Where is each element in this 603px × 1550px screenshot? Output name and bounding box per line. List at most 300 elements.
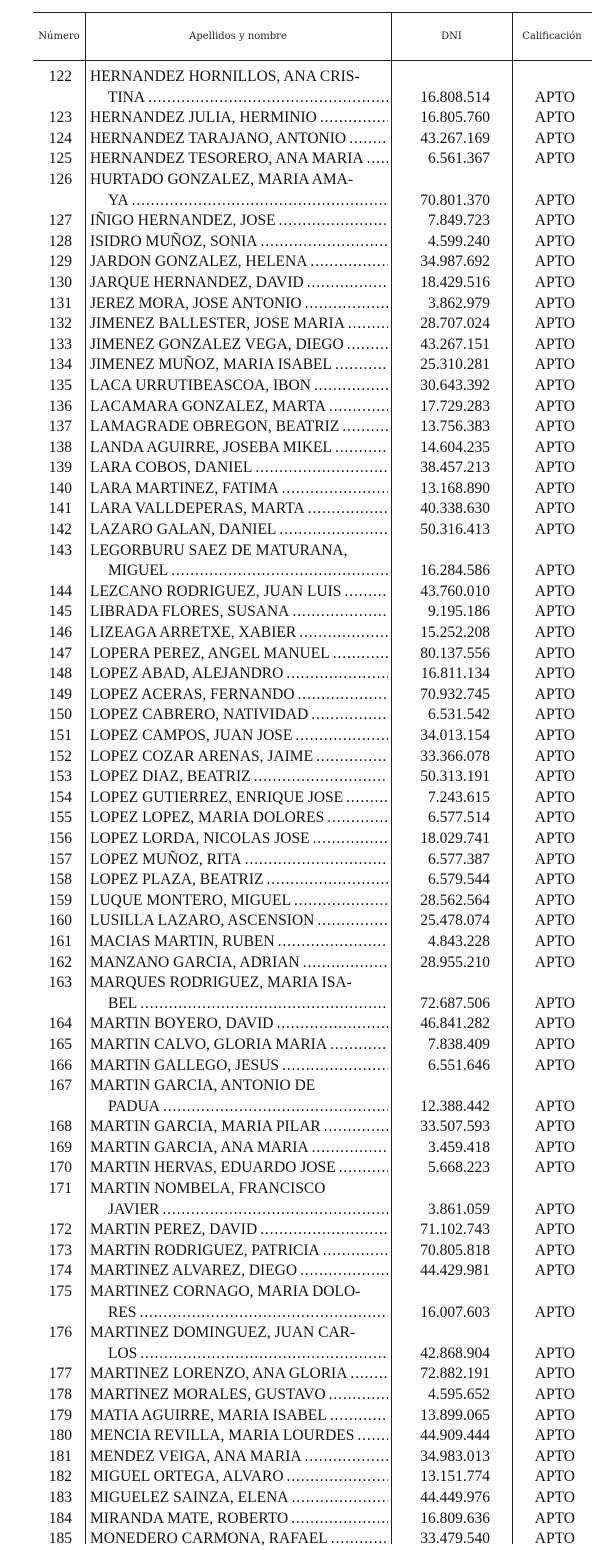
dot-leader <box>160 1097 388 1118</box>
table-row <box>33 520 592 541</box>
dot-leader <box>309 1138 388 1159</box>
row-calificacion: APTO <box>534 1488 575 1506</box>
header-calificacion: Calificación <box>522 30 582 42</box>
table-row <box>33 1323 592 1344</box>
row-name <box>85 1097 391 1118</box>
dot-leader <box>291 891 388 912</box>
row-name <box>85 932 391 953</box>
table-row <box>33 582 592 603</box>
table-row <box>33 376 592 397</box>
row-dni: 34.987.692 <box>420 253 490 271</box>
name-text: LIZEAGA ARRETXE, XABIER <box>90 624 297 642</box>
row-calificacion: APTO <box>534 150 575 168</box>
dot-leader <box>159 1200 388 1221</box>
row-number: 138 <box>48 438 72 456</box>
name-text: JIMENEZ GONZALEZ VEGA, DIEGO <box>90 335 344 353</box>
row-calificacion: APTO <box>534 747 575 765</box>
name-text: ISIDRO MUÑOZ, SONIA <box>90 232 258 250</box>
row-number: 152 <box>48 747 72 765</box>
row-calificacion: APTO <box>534 953 575 971</box>
name-text: MARTIN GARCIA, ANA MARIA <box>90 1138 309 1156</box>
row-number: 161 <box>48 932 72 950</box>
dot-leader <box>288 1509 388 1530</box>
dot-leader <box>305 499 388 520</box>
row-name <box>85 1406 391 1427</box>
dot-leader <box>314 911 388 932</box>
row-name <box>85 1509 391 1530</box>
row-number <box>33 191 85 212</box>
dot-leader <box>275 932 388 953</box>
row-number: 155 <box>48 809 72 827</box>
table-row <box>33 211 592 232</box>
row-dni <box>391 67 504 88</box>
row-number: 149 <box>48 685 72 703</box>
row-name <box>85 1447 391 1468</box>
row-number: 135 <box>48 376 72 394</box>
row-calificacion: APTO <box>534 1468 575 1486</box>
row-dni: 43.267.151 <box>420 335 490 353</box>
row-name <box>85 891 391 912</box>
dot-leader <box>276 520 388 541</box>
row-calificacion: APTO <box>534 1427 575 1445</box>
name-text: JAVIER <box>108 1200 160 1218</box>
row-number <box>33 88 85 109</box>
name-text: MATIA AGUIRRE, MARIA ISABEL <box>90 1406 327 1424</box>
row-name <box>85 273 391 294</box>
row-name <box>85 788 391 809</box>
table-row <box>33 664 592 685</box>
row-calificacion: APTO <box>534 562 575 580</box>
row-name <box>85 1076 391 1097</box>
table-row <box>33 1220 592 1241</box>
row-number: 142 <box>48 521 72 539</box>
row-dni: 70.805.818 <box>420 1241 490 1259</box>
table-row <box>33 1467 592 1488</box>
row-dni <box>391 541 504 562</box>
header-nombre: Apellidos y nombre <box>189 30 287 42</box>
row-dni <box>391 1179 504 1200</box>
row-name <box>85 88 391 109</box>
row-dni: 17.729.283 <box>420 397 490 415</box>
row-name <box>85 1385 391 1406</box>
header-rule <box>33 60 592 61</box>
row-number: 177 <box>48 1365 72 1383</box>
row-calificacion: APTO <box>534 1138 575 1156</box>
row-dni <box>391 170 504 191</box>
table-row <box>33 973 592 994</box>
row-name <box>85 149 391 170</box>
row-number: 154 <box>48 788 72 806</box>
row-name <box>85 129 391 150</box>
name-text: LOPEZ ACERAS, FERNANDO <box>90 685 295 703</box>
row-dni: 50.316.413 <box>420 521 490 539</box>
row-calificacion: APTO <box>534 273 575 291</box>
name-text: LOPEZ MUÑOZ, RITA <box>90 850 242 868</box>
table-row <box>33 1529 592 1550</box>
row-calificacion: APTO <box>534 1015 575 1033</box>
row-calificacion: APTO <box>534 1303 575 1321</box>
row-dni: 3.861.059 <box>428 1200 490 1218</box>
row-calificacion: APTO <box>534 912 575 930</box>
row-calificacion: APTO <box>534 315 575 333</box>
row-name <box>85 623 391 644</box>
name-text: MANZANO GARCIA, ADRIAN <box>90 953 300 971</box>
table-row <box>33 1158 592 1179</box>
row-name <box>85 499 391 520</box>
row-calificacion: APTO <box>534 850 575 868</box>
row-number: 166 <box>48 1056 72 1074</box>
table-row <box>33 1241 592 1262</box>
row-number: 167 <box>48 1077 72 1095</box>
row-dni: 5.668.223 <box>428 1159 490 1177</box>
row-name <box>85 561 391 582</box>
row-dni: 33.479.540 <box>420 1530 490 1548</box>
row-name <box>85 1261 391 1282</box>
row-number <box>33 1097 85 1118</box>
row-name <box>85 376 391 397</box>
row-name <box>85 1056 391 1077</box>
name-text: LOPEZ DIAZ, BEATRIZ <box>90 768 251 786</box>
row-dni: 12.388.442 <box>420 1097 490 1115</box>
row-calificacion: APTO <box>534 1056 575 1074</box>
dot-leader <box>258 232 389 253</box>
row-number: 147 <box>48 644 72 662</box>
row-dni <box>391 973 504 994</box>
row-dni: 4.843.228 <box>428 932 490 950</box>
row-dni: 16.284.586 <box>420 562 490 580</box>
dot-leader <box>326 1385 388 1406</box>
name-text: LOPEZ LOPEZ, MARIA DOLORES <box>90 809 325 827</box>
row-number: 173 <box>48 1241 72 1259</box>
table-row <box>33 458 592 479</box>
table-row <box>33 1509 592 1530</box>
table-row <box>33 891 592 912</box>
row-name <box>85 602 391 623</box>
row-dni: 16.809.636 <box>420 1509 490 1527</box>
name-text: MARTINEZ LORENZO, ANA GLORIA <box>90 1365 348 1383</box>
row-name <box>85 294 391 315</box>
table-row <box>33 747 592 768</box>
row-name <box>85 1220 391 1241</box>
name-text: LEGORBURU SAEZ DE MATURANA, <box>90 541 348 559</box>
row-number: 137 <box>48 418 72 436</box>
row-number: 179 <box>48 1406 72 1424</box>
row-dni: 43.267.169 <box>420 129 490 147</box>
row-dni: 71.102.743 <box>420 1221 490 1239</box>
row-dni: 34.013.154 <box>420 727 490 744</box>
row-number: 151 <box>48 727 72 744</box>
dot-leader <box>347 1364 388 1385</box>
row-calificacion: APTO <box>534 1159 575 1177</box>
row-name <box>85 1467 391 1488</box>
row-calificacion: APTO <box>534 1241 575 1259</box>
row-number: 123 <box>48 109 72 127</box>
row-name <box>85 335 391 356</box>
table-row <box>33 1488 592 1509</box>
row-dni <box>391 1076 504 1097</box>
dot-leader <box>346 129 388 150</box>
row-calificacion: APTO <box>534 1221 575 1239</box>
table-row <box>33 602 592 623</box>
dot-leader <box>264 870 388 891</box>
dot-leader <box>307 252 388 273</box>
row-calificacion: APTO <box>534 727 575 744</box>
name-text: JIMENEZ MUÑOZ, MARIA ISABEL <box>90 356 332 374</box>
row-dni: 16.007.603 <box>420 1303 490 1321</box>
name-text: MACIAS MARTIN, RUBEN <box>90 932 275 950</box>
row-dni: 44.909.444 <box>420 1427 490 1445</box>
dot-leader <box>274 1014 389 1035</box>
name-text: LOPEZ CABRERO, NATIVIDAD <box>90 706 309 724</box>
table-row <box>33 108 592 129</box>
row-calificacion <box>504 1282 592 1303</box>
table-row <box>33 1364 592 1385</box>
row-calificacion: APTO <box>534 1262 575 1280</box>
row-calificacion: APTO <box>534 521 575 539</box>
row-name <box>85 520 391 541</box>
dot-leader <box>302 294 388 315</box>
table-row <box>33 1426 592 1447</box>
table-row-continuation <box>33 1344 592 1365</box>
table-row <box>33 1282 592 1303</box>
row-calificacion: APTO <box>534 624 575 642</box>
dot-leader <box>304 273 388 294</box>
name-text: LOPEZ CAMPOS, JUAN JOSE <box>90 727 293 744</box>
name-text: MARTINEZ DOMINGUEZ, JUAN CAR- <box>90 1324 356 1342</box>
name-text: MARTINEZ CORNAGO, MARIA DOLO- <box>90 1283 361 1301</box>
table-row-continuation <box>33 88 592 109</box>
table-row <box>33 499 592 520</box>
name-text: LOPEZ LORDA, NICOLAS JOSE <box>90 829 310 847</box>
row-name <box>85 1282 391 1303</box>
row-number: 127 <box>48 212 72 230</box>
row-number: 122 <box>48 68 72 85</box>
row-number: 141 <box>48 500 72 518</box>
row-name <box>85 458 391 479</box>
row-dni: 25.310.281 <box>420 356 490 374</box>
row-dni: 15.252.208 <box>420 624 490 642</box>
row-dni: 38.457.213 <box>420 459 490 477</box>
row-dni: 28.707.024 <box>420 315 490 333</box>
name-text: LIBRADA FLORES, SUSANA <box>90 603 290 621</box>
table-row <box>33 1117 592 1138</box>
name-text: HERNANDEZ TARAJANO, ANTONIO <box>90 129 347 147</box>
row-dni: 7.849.723 <box>428 212 490 230</box>
row-name <box>85 705 391 726</box>
row-number: 156 <box>48 829 72 847</box>
dot-leader <box>284 1467 388 1488</box>
name-text: MARTINEZ ALVAREZ, DIEGO <box>90 1262 298 1280</box>
row-name <box>85 541 391 562</box>
row-calificacion: APTO <box>534 603 575 621</box>
header-numero: Número <box>38 30 80 42</box>
name-text: MENDEZ VEIGA, ANA MARIA <box>90 1447 302 1465</box>
table-row-continuation <box>33 1303 592 1324</box>
table-row <box>33 767 592 788</box>
table-row <box>33 417 592 438</box>
table-row <box>33 623 592 644</box>
table-row <box>33 170 592 191</box>
table-row <box>33 1406 592 1427</box>
row-name <box>85 829 391 850</box>
name-text: JEREZ MORA, JOSE ANTONIO <box>90 294 302 312</box>
name-text: MARQUES RODRIGUEZ, MARIA ISA- <box>90 974 352 992</box>
name-text: MARTIN GARCIA, MARIA PILAR <box>90 1118 321 1136</box>
row-dni: 7.243.615 <box>428 788 490 806</box>
dot-leader <box>364 149 388 170</box>
table-row <box>33 273 592 294</box>
row-number: 150 <box>48 706 72 724</box>
row-dni: 4.595.652 <box>428 1386 490 1403</box>
row-number <box>33 1200 85 1221</box>
dot-leader <box>251 767 388 788</box>
row-number: 145 <box>48 603 72 621</box>
row-calificacion: APTO <box>534 253 575 271</box>
row-name <box>85 108 391 129</box>
dot-leader <box>332 355 388 376</box>
row-number: 129 <box>48 253 72 271</box>
dot-leader <box>288 1488 388 1509</box>
dot-leader <box>339 417 388 438</box>
name-text: MARTIN BOYERO, DAVID <box>90 1015 274 1033</box>
row-name <box>85 1303 391 1324</box>
row-calificacion: APTO <box>534 1200 575 1218</box>
row-number: 153 <box>48 768 72 786</box>
row-number: 160 <box>48 912 72 930</box>
row-calificacion: APTO <box>534 294 575 312</box>
table-row <box>33 252 592 273</box>
row-name <box>85 767 391 788</box>
dot-leader <box>330 644 388 665</box>
row-dni: 70.801.370 <box>420 191 490 209</box>
row-calificacion: APTO <box>534 418 575 436</box>
row-calificacion: APTO <box>534 932 575 950</box>
row-dni: 3.459.418 <box>428 1138 490 1156</box>
row-number: 178 <box>48 1386 72 1403</box>
name-text: BEL <box>108 994 138 1012</box>
dot-leader <box>297 1261 388 1282</box>
dot-leader <box>341 582 388 603</box>
row-name <box>85 664 391 685</box>
row-number <box>33 1303 85 1324</box>
table-row <box>33 932 592 953</box>
row-name <box>85 1426 391 1447</box>
table-row <box>33 911 592 932</box>
row-dni: 72.687.506 <box>420 994 490 1012</box>
row-name <box>85 252 391 273</box>
row-dni: 30.643.392 <box>420 376 490 394</box>
name-text: JIMENEZ BALLESTER, JOSE MARIA <box>90 315 345 333</box>
name-text: JARQUE HERNANDEZ, DAVID <box>90 273 304 291</box>
name-text: IÑIGO HERNANDEZ, JOSE <box>90 212 276 230</box>
row-dni: 50.313.191 <box>420 768 490 786</box>
dot-leader <box>328 1529 388 1550</box>
row-name <box>85 211 391 232</box>
row-calificacion: APTO <box>534 109 575 127</box>
row-dni: 25.478.074 <box>420 912 490 930</box>
row-dni: 14.604.235 <box>420 438 490 456</box>
table-row <box>33 808 592 829</box>
table-row <box>33 1076 592 1097</box>
row-dni: 72.882.191 <box>420 1365 490 1383</box>
name-text: LUSILLA LAZARO, ASCENSION <box>90 912 315 930</box>
row-calificacion: APTO <box>534 665 575 683</box>
row-calificacion: APTO <box>534 1118 575 1136</box>
row-number: 162 <box>48 953 72 971</box>
dot-leader <box>324 808 388 829</box>
row-dni: 40.338.630 <box>420 500 490 518</box>
dot-leader <box>279 479 388 500</box>
name-text: LOPEZ PLAZA, BEATRIZ <box>90 871 264 889</box>
row-calificacion: APTO <box>534 582 575 600</box>
dot-leader <box>345 314 388 335</box>
row-dni: 7.838.409 <box>428 1035 490 1053</box>
row-name <box>85 67 391 88</box>
table-row <box>33 129 592 150</box>
row-calificacion: APTO <box>534 788 575 806</box>
row-dni: 18.429.516 <box>420 273 490 291</box>
row-name <box>85 994 391 1015</box>
dot-leader <box>321 1117 388 1138</box>
dot-leader <box>296 623 388 644</box>
name-text: HERNANDEZ HORNILLOS, ANA CRIS- <box>90 68 360 85</box>
row-dni: 16.808.514 <box>420 88 490 106</box>
row-number: 148 <box>48 665 72 683</box>
row-name <box>85 1488 391 1509</box>
row-dni: 9.195.186 <box>428 603 490 621</box>
dot-leader <box>145 88 388 109</box>
row-calificacion: APTO <box>534 438 575 456</box>
row-number: 157 <box>48 850 72 868</box>
row-name <box>85 911 391 932</box>
row-calificacion <box>504 67 592 88</box>
row-calificacion: APTO <box>534 397 575 415</box>
row-number: 159 <box>48 891 72 909</box>
dot-leader <box>289 602 388 623</box>
row-dni: 6.551.646 <box>428 1056 490 1074</box>
row-name <box>85 438 391 459</box>
row-number: 126 <box>48 170 72 188</box>
row-dni: 6.579.544 <box>428 871 490 889</box>
dot-leader <box>168 561 388 582</box>
name-text: LEZCANO RODRIGUEZ, JUAN LUIS <box>90 582 342 600</box>
row-name <box>85 644 391 665</box>
row-dni: 6.577.514 <box>428 809 490 827</box>
name-text: MARTINEZ MORALES, GUSTAVO <box>90 1386 326 1403</box>
name-text: LARA COBOS, DANIEL <box>90 459 253 477</box>
row-dni <box>391 1282 504 1303</box>
table-row <box>33 541 592 562</box>
row-number: 168 <box>48 1118 72 1136</box>
table-row <box>33 67 592 88</box>
row-name <box>85 747 391 768</box>
row-dni: 42.868.904 <box>420 1344 490 1362</box>
table-row <box>33 1014 592 1035</box>
table-row <box>33 232 592 253</box>
row-number: 139 <box>48 459 72 477</box>
name-text: PADUA <box>108 1097 160 1115</box>
dot-leader <box>344 335 388 356</box>
row-dni: 43.760.010 <box>420 582 490 600</box>
table-row-continuation <box>33 561 592 582</box>
row-calificacion: APTO <box>534 88 575 106</box>
row-name <box>85 1344 391 1365</box>
table-row-continuation <box>33 191 592 212</box>
row-number: 131 <box>48 294 72 312</box>
table-row-continuation <box>33 1200 592 1221</box>
name-text: LOPEZ ABAD, ALEJANDRO <box>90 665 284 683</box>
name-text: MIGUEL <box>108 562 169 580</box>
